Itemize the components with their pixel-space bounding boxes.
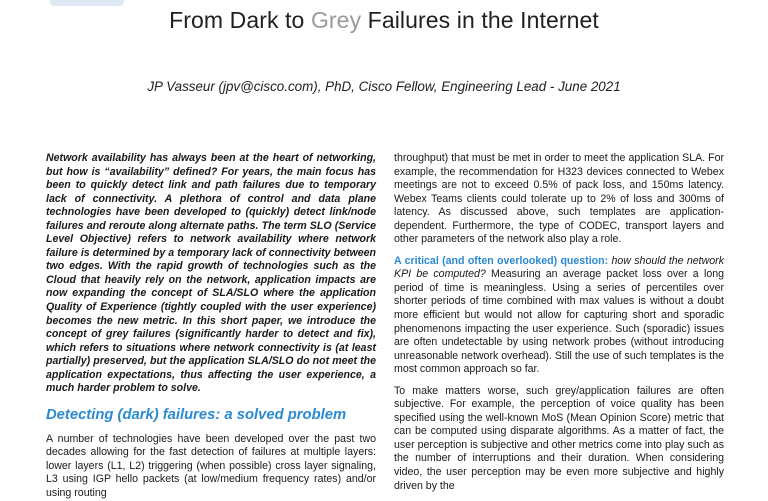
title-part-1: From Dark to — [169, 7, 311, 33]
logo-strip — [50, 0, 124, 6]
section-heading: Detecting (dark) failures: a solved problem — [46, 406, 347, 423]
paragraph-2 — [394, 255, 724, 377]
left-column — [46, 152, 376, 501]
paragraph-1: throughput) that must be met in order to meet the application SLA. For example, the recommendation for H323 devices connected to Webex meetings are not to exceed 0.5% of pack loss, and 150ms latency. Webex Teams clients could tolerate up to 2% of loss and 300ms of latency. As discussed above, such templates are application-dependent. Furthermore, the type of CODEC, transport layers and other parameters of the network also play a role. — [394, 152, 724, 246]
paragraph-2-question: how should the network KPI be computed? — [394, 254, 724, 281]
paragraph-2-body: Measuring an average packet loss over a long period of time is meaningless. Using a series of percentiles over shorter periods of time combined with max values is without a doubt more efficient but would not allow for capturing short and sporadic phenomenons impacting the user experience. Such (sporadic) issues are often undetectable by using network probes (without introducing unreasonable network overhead). Still the use of such templates is the most common approach so far. — [394, 268, 724, 376]
paragraph-2-lead: A critical (and often overlooked) question: — [394, 254, 609, 267]
page-title — [0, 7, 768, 34]
title-part-2: Failures in the Internet — [361, 7, 599, 33]
title-grey-word: Grey — [310, 7, 362, 33]
section-paragraph: A number of technologies have been developed over the past two decades allowing for the fast detection of failures at multiple layers: lower layers (L1, L2) triggering (when possible) cross layer signaling, L3 using IGP hello packets (at low/medium frequency rates) and/or using routing — [46, 432, 376, 500]
author-line: JP Vasseur (jpv@cisco.com), PhD, Cisco Fellow, Engineering Lead - June 2021 — [147, 79, 621, 94]
right-column — [394, 152, 724, 493]
paragraph-3: To make matters worse, such grey/application failures are often subjective. For example, the perception of voice quality has been specified using the well-known MoS (Mean Opinion Score) metric that can be computed using disparate algorithms. As a matter of fact, the user perception is subjective and other metrics come into play such as the number of interruptions and their duration. When considering video, the user perception may be even more subjective and highly driven by the — [394, 384, 724, 492]
abstract: Network availability has always been at the heart of networking, but how is “availability” defined? For years, the main focus has been to quickly detect link and path failures due to temporary lack of connectivity. A plethora of control and data plane technologies have been developed to (quickly) detect link/node failures and reroute along alternate paths. The term SLO (Service Level Objective) refers to network availability where network failure is determined by a temporary lack of connectivity between two edges. With the rapid growth of technologies such as the Cloud that heavily rely on the network, application impacts are now expanding the concept of SLA/SLO where the application Quality of Experience (tightly coupled with the user experience) becomes the new metric. In this short paper, we introduce the concept of grey failures (significantly harder to detect and fix), which refers to situations where network connectivity is (at least partially) preserved, but the application SLA/SLO do not meet the application expectations, thus affecting the user experience, a much harder problem to solve. — [46, 152, 376, 395]
